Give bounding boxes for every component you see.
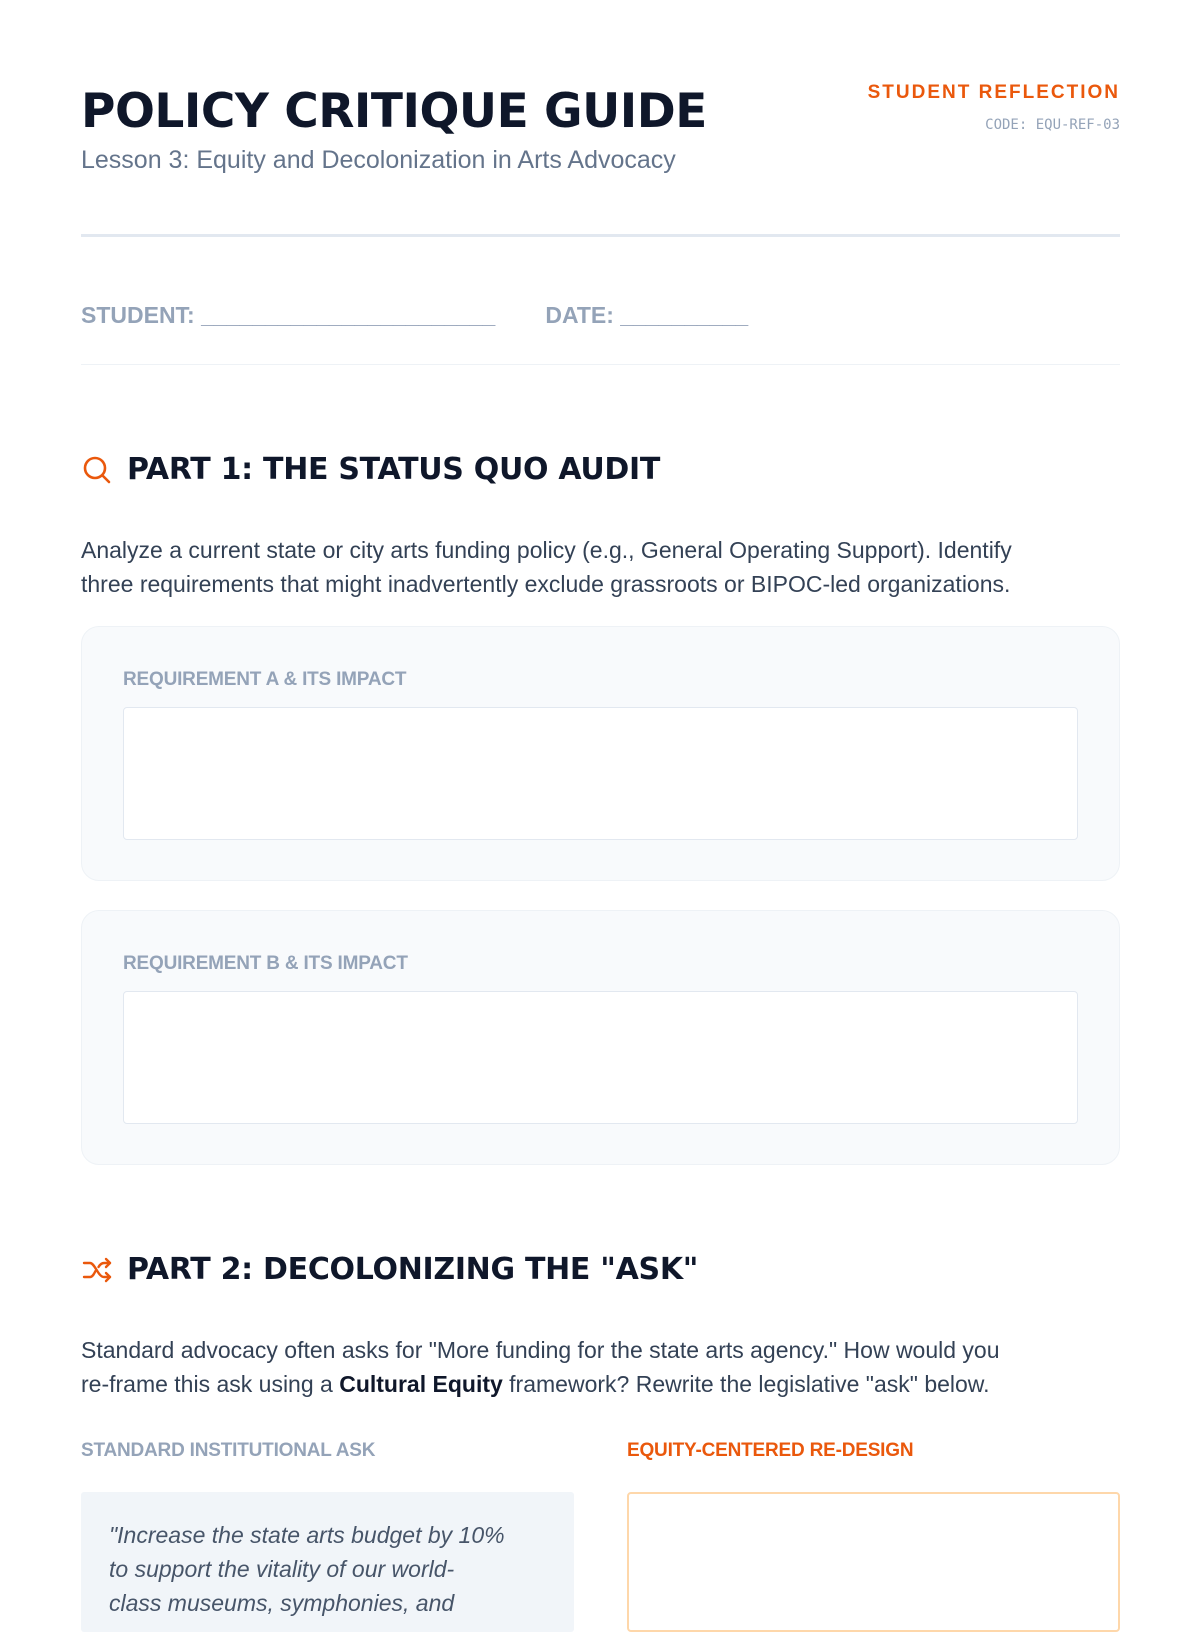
part1-heading (81, 452, 660, 487)
page-title: POLICY CRITIQUE GUIDE (81, 84, 707, 139)
header-divider (81, 234, 1120, 237)
meta-divider (81, 364, 1120, 365)
part1-intro-line: three requirements that might inadvertently exclude grassroots or BIPOC-led organizations. (81, 571, 1011, 597)
reflection-tag: STUDENT REFLECTION (867, 82, 1120, 103)
standard-ask-quote (81, 1492, 574, 1632)
equity-redesign-input[interactable] (627, 1492, 1120, 1632)
part2-heading (81, 1252, 698, 1287)
worksheet-header (81, 80, 1120, 240)
standard-ask-line: "Increase the state arts budget by 10% (109, 1522, 505, 1548)
equity-redesign-label: EQUITY-CENTERED RE-DESIGN (627, 1440, 914, 1461)
part1-intro (81, 533, 1120, 601)
student-name-field[interactable]: STUDENT: _______________________ (81, 302, 496, 328)
shuffle-icon (81, 1254, 113, 1286)
part2-intro (81, 1333, 1120, 1401)
page-subtitle: Lesson 3: Equity and Decolonization in Arts Advocacy (81, 146, 676, 174)
worksheet-code: CODE: EQU-REF-03 (985, 117, 1120, 133)
part2-intro-line: re-frame this ask using a Cultural Equity framework? Rewrite the legislative "ask" below. (81, 1371, 990, 1397)
requirement-a-input[interactable] (123, 707, 1078, 840)
part2-intro-line: Standard advocacy often asks for "More funding for the state arts agency." How would you (81, 1337, 1000, 1363)
student-info-row (81, 302, 748, 329)
standard-ask-label: STANDARD INSTITUTIONAL ASK (81, 1440, 376, 1461)
standard-ask-line: to support the vitality of our world- (109, 1556, 455, 1582)
standard-ask-line: class museums, symphonies, and (109, 1590, 455, 1616)
date-field[interactable]: DATE: __________ (545, 302, 749, 328)
part2-title: PART 2: DECOLONIZING THE "ASK" (127, 1252, 699, 1287)
requirement-b-input[interactable] (123, 991, 1078, 1124)
cultural-equity-term: Cultural Equity (339, 1371, 503, 1397)
requirement-a-label: REQUIREMENT A & ITS IMPACT (123, 669, 407, 690)
part1-title: PART 1: THE STATUS QUO AUDIT (127, 452, 661, 487)
part1-intro-line: Analyze a current state or city arts funding policy (e.g., General Operating Support). Identify (81, 537, 1012, 563)
search-icon (81, 454, 113, 486)
requirement-b-label: REQUIREMENT B & ITS IMPACT (123, 953, 408, 974)
requirement-a-card (81, 626, 1120, 881)
requirement-b-card (81, 910, 1120, 1165)
